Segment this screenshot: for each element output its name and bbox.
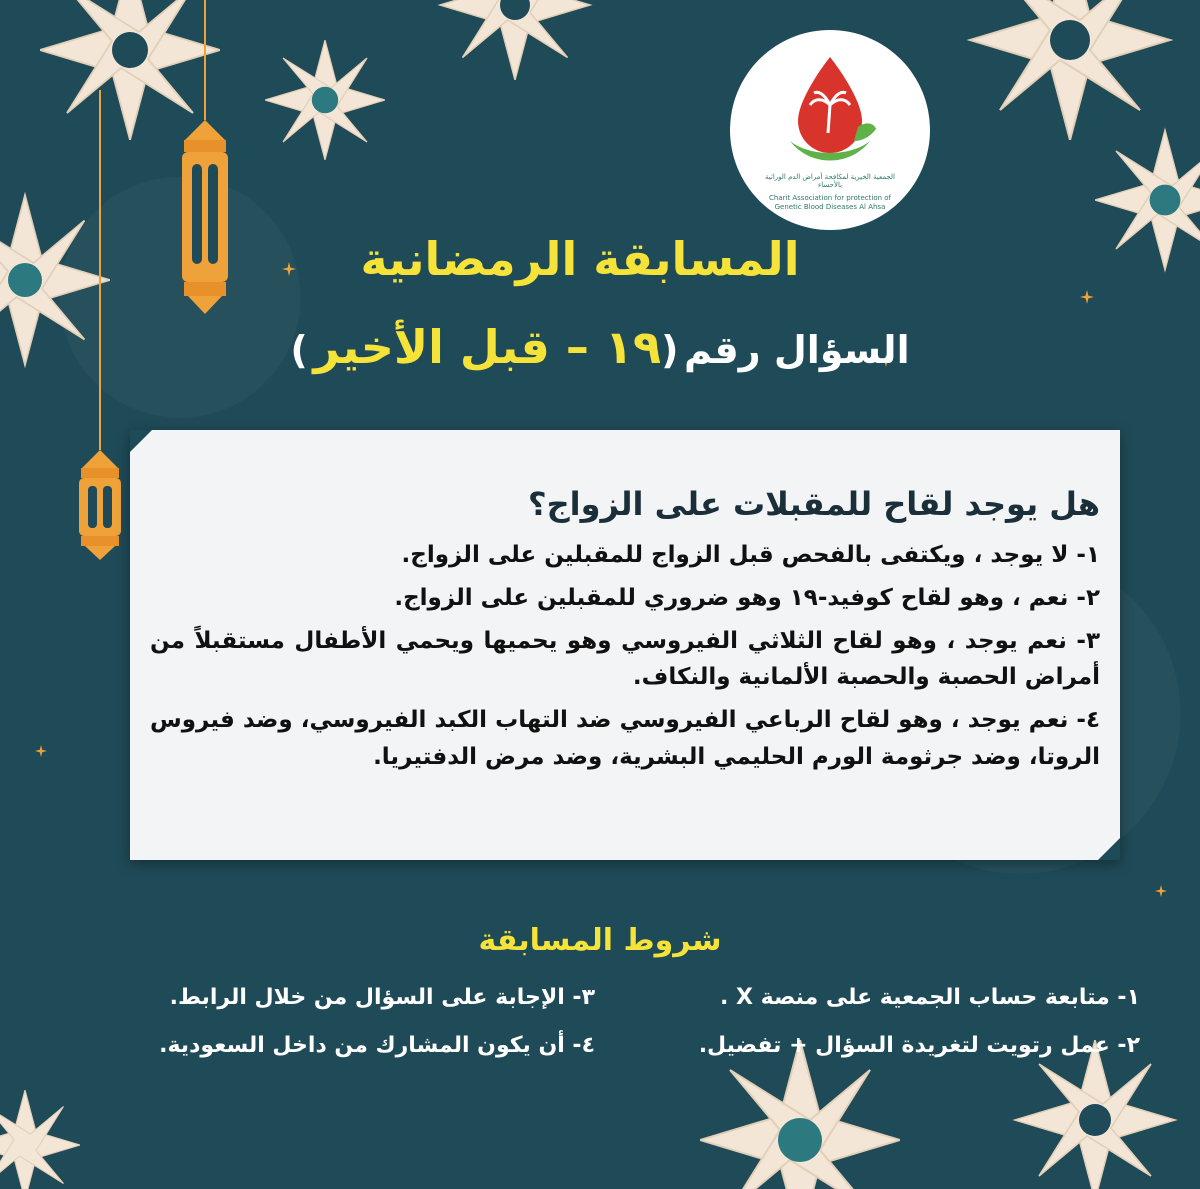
star-flower-icon [960, 0, 1180, 140]
answer-option-1: ١- لا يوجد ، ويكتفى بالفحص قبل الزواج للمقبلين على الزواج. [401, 542, 1100, 568]
association-logo [730, 30, 930, 230]
logo-caption-en: Charit Association for protection of Genetic Blood Diseases Al Ahsa [768, 194, 892, 211]
logo-caption-ar: الجمعية الخيرية لمكافحة أمراض الدم الوراثية بالأحساء [765, 172, 895, 190]
sparkle-icon [1080, 290, 1094, 304]
question-number-heading [250, 320, 950, 374]
sparkle-icon [1155, 885, 1167, 897]
star-flower-icon [430, 0, 600, 80]
condition-item-4: ٤- أن يكون المشارك من داخل السعودية. [159, 1033, 595, 1058]
lantern-icon [70, 90, 130, 560]
page-title: المسابقة الرمضانية [360, 232, 800, 286]
star-flower-icon [0, 1090, 80, 1189]
question-number: ١٩ – قبل الأخير [313, 320, 662, 374]
blood-drop-palm-logo-icon [770, 49, 890, 169]
conditions-list [70, 985, 1140, 1095]
open-paren: ( [661, 328, 679, 372]
conditions-title: شروط المسابقة [478, 923, 722, 958]
star-flower-icon [1095, 120, 1200, 280]
lantern-icon [170, 0, 240, 320]
paper-fold-corner [130, 430, 152, 452]
question-content [150, 485, 1100, 782]
question-number-label: السؤال رقم [684, 328, 910, 372]
question-text: هل يوجد لقاح للمقبلات على الزواج؟ [528, 485, 1100, 523]
answer-option-2: ٢- نعم ، وهو لقاح كوفيد-١٩ وهو ضروري للمقبلين على الزواج. [394, 584, 1100, 611]
star-flower-icon [265, 40, 385, 160]
condition-item-1: ١- متابعة حساب الجمعية على منصة X . [719, 985, 1140, 1010]
sparkle-icon [282, 262, 296, 276]
answer-option-3: ٣- نعم يوجد ، وهو لقاح الثلاثي الفيروسي وهو يحميها ويحمي الأطفال مستقبلاً من أمراض الحصبة والحصبة الألمانية والنكاف. [150, 627, 1100, 691]
answer-option-4: ٤- نعم يوجد ، وهو لقاح الرباعي الفيروسي ضد التهاب الكبد الفيروسي، وضد فيروس الروتا، وضد جرثومة الورم الحليمي البشرية، وضد مرض الدفتيريا. [150, 707, 1100, 770]
paper-fold-corner [1098, 838, 1120, 860]
sparkle-icon [35, 745, 47, 757]
condition-item-2: ٢- عمل رتويت لتغريدة السؤال + تفضيل. [698, 1033, 1140, 1058]
close-paren: ) [290, 328, 308, 372]
condition-item-3: ٣- الإجابة على السؤال من خلال الرابط. [169, 985, 595, 1010]
